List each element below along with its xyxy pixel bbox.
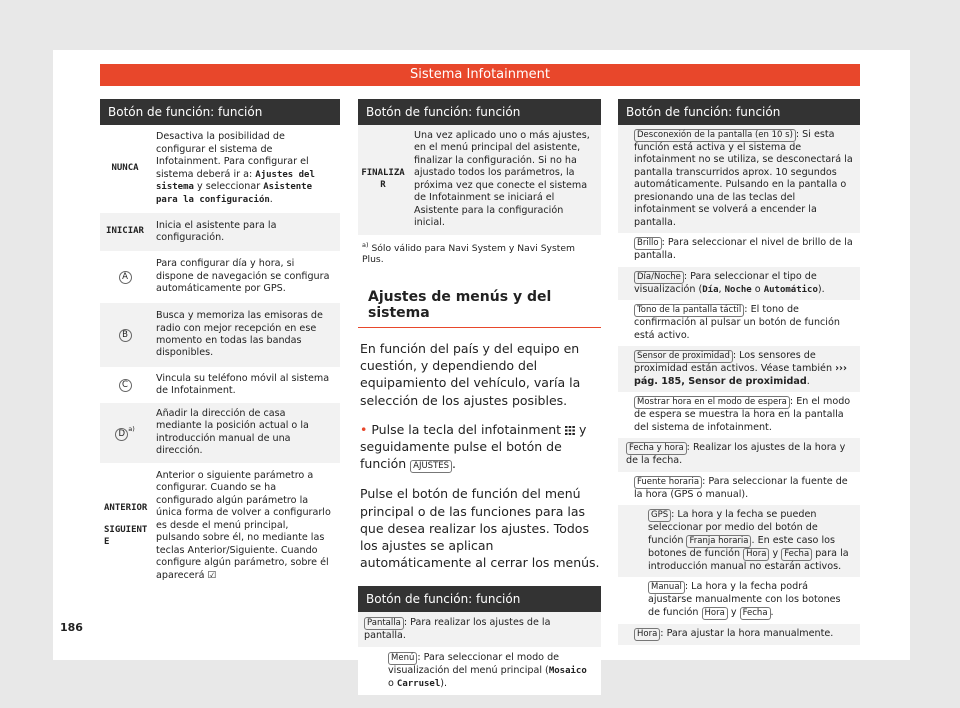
table-row: Menú : Para seleccionar el modo de visualización del menú principal (Mosaico o Carrusel). [358,647,601,695]
function-table-2 [358,99,601,235]
fuente-horaria-button[interactable]: Fuente horaria [634,476,702,489]
gps-button[interactable]: GPS [648,509,671,522]
paragraph: Pulse el botón de función del menú principal o de las funciones para las que desea realizar los ajustes. Todos los ajustes se aplican automáticamente al cerrar los menús. [360,486,600,571]
row-desc: Inicia el asistente para la configuración. [150,213,340,251]
desconexion-button[interactable]: Desconexión de la pantalla (en 10 s) [634,129,796,142]
table-heading: Botón de función: función [100,99,340,125]
page-number: 186 [60,621,83,634]
checkbox-icon: ☑ [207,569,217,581]
row-desc: Vincula su teléfono móvil al sistema de Infotainment. [150,367,340,403]
column-1 [100,99,340,589]
row-desc: Desactiva la posibilidad de configurar el sistema de Infotainment. Para configurar el sistema deberá ir a: Ajustes del sistema y seleccionar Asistente para la configuración. [150,125,340,213]
table-row [358,125,601,235]
page-header: Sistema Infotainment [100,64,860,86]
table-row: Desconexión de la pantalla (en 10 s) : Si esta función está activa y el sistema de infotainment no se utiliza, se desconectará la pantalla transcurridos aprox. 10 segundos automáticamente. Pulsando en la pantalla o presionando una de las teclas del infotainment se volverá a encender la pantalla. [618,125,860,233]
hora-manual-button[interactable]: Hora [634,628,660,641]
manual-button[interactable]: Manual [648,581,685,594]
table-row: Día/Noche : Para seleccionar el tipo de visualización (Día, Noche o Automático). [618,267,860,301]
row-desc: Busca y memoriza las emisoras de radio con mejor recepción en ese momento en todas las bandas disponibles. [150,303,340,367]
table-row: Manual : La hora y la fecha podrá ajustarse manualmente con los botones de función Hora y Fecha . [618,577,860,623]
fecha-hora-button[interactable]: Fecha y hora [626,442,687,455]
ajustes-button[interactable]: AJUSTES [410,460,452,473]
table-row: Mostrar hora en el modo de espera : En el modo de espera se muestra la hora en la pantalla del sistema de infotainment. [618,392,860,438]
pantalla-button[interactable]: Pantalla [364,617,404,630]
fecha-button[interactable]: Fecha [781,548,812,561]
column-2 [358,99,601,695]
dia-noche-button[interactable]: Día/Noche [634,271,684,284]
row-desc: Anterior o siguiente parámetro a configurar. Cuando se ha configurado algún parámetro la única forma de volver a configurarlo es desde el menú principal, pulsando sobre él, no mediante las teclas Anterior/Siguiente. Cuando configure algún parámetro, sobre él aparecerá ☑ [150,463,340,589]
menu-button[interactable]: Menú [388,652,417,665]
mostrar-hora-button[interactable]: Mostrar hora en el modo de espera [634,396,790,409]
column-3 [618,99,860,645]
key-finalizar: FINALIZAR [358,125,408,235]
table-row [100,125,340,213]
table-heading: Botón de función: función [358,586,601,612]
table-row [100,463,340,589]
table-row: Hora : Para ajustar la hora manualmente. [618,624,860,645]
key-a-icon: A [119,271,132,284]
table-row: Fecha y hora : Realizar los ajustes de la hora y de la fecha. [618,438,860,471]
function-table-4 [618,99,860,645]
sensor-button[interactable]: Sensor de proximidad [634,350,733,363]
franja-horaria-button[interactable]: Franja horaria [686,535,751,548]
key-anterior-siguiente: ANTERIOR SIGUIENTE [100,463,150,589]
key-iniciar: INICIAR [100,213,150,251]
table-row: Sensor de proximidad : Los sensores de proximidad están activos. Véase también ››› pág. 185, Sensor de proximidad. [618,346,860,392]
tono-button[interactable]: Tono de la pantalla táctil [634,304,744,317]
section-title: Ajustes de menús y del sistema [358,289,601,328]
paragraph-step: • Pulse la tecla del infotainment y seguidamente pulse el botón de función AJUSTES . [360,421,587,472]
key-b-icon: B [119,329,132,342]
key-c-icon: C [119,379,132,392]
footnote: $^{a)}$ Sólo válido para Navi System y Navi System Plus. [362,240,575,265]
table-row: GPS : La hora y la fecha se pueden seleccionar por medio del botón de función Franja horaria . En este caso los botones de función Hora y Fecha para la introducción manual no estarán activos. [618,505,860,577]
paragraph: En función del país y del equipo en cuestión, y dependiendo del equipamiento del vehículo, varía la selección de los ajustes posibles. [360,340,581,408]
table-row [100,213,340,251]
table-row [100,303,340,367]
table-row [100,251,340,303]
key-d-icon: D [115,428,128,441]
table-heading: Botón de función: función [358,99,601,125]
row-desc: Añadir la dirección de casa mediante la posición actual o la introducción manual de una dirección. [150,403,340,463]
grid-menu-icon [565,426,575,435]
fecha-button[interactable]: Fecha [740,607,771,620]
hora-button[interactable]: Hora [702,607,728,620]
hora-button[interactable]: Hora [743,548,769,561]
key-nunca: NUNCA [100,125,150,213]
function-table-1 [100,99,340,589]
function-table-3 [358,586,601,696]
row-desc: Para configurar día y hora, si dispone de navegación se configura automáticamente por GPS. [150,251,340,303]
table-heading: Botón de función: función [618,99,860,125]
table-row: Tono de la pantalla táctil : El tono de confirmación al pulsar un botón de función está activo. [618,300,860,346]
table-row: D $^{a)}$ Añadir la dirección de casa mediante la posición actual o la introducción manual de una dirección. [100,403,340,463]
brillo-button[interactable]: Brillo [634,237,662,250]
table-row: Pantalla : Para realizar los ajustes de la pantalla. [358,612,601,647]
page-reference-link[interactable]: ››› pág. 185, Sensor de proximidad [634,363,847,387]
table-row: Fuente horaria : Para seleccionar la fuente de la hora (GPS o manual). [618,472,860,505]
row-desc: Una vez aplicado uno o más ajustes, en el menú principal del asistente, finalizar la configuración. Si no ha ajustado todos los parámetros, la próxima vez que conecte el sistema de Infotainment se iniciará el Asistente para la configuración inicial. [408,125,601,235]
table-row: Brillo : Para seleccionar el nivel de brillo de la pantalla. [618,233,860,266]
table-row [100,367,340,403]
